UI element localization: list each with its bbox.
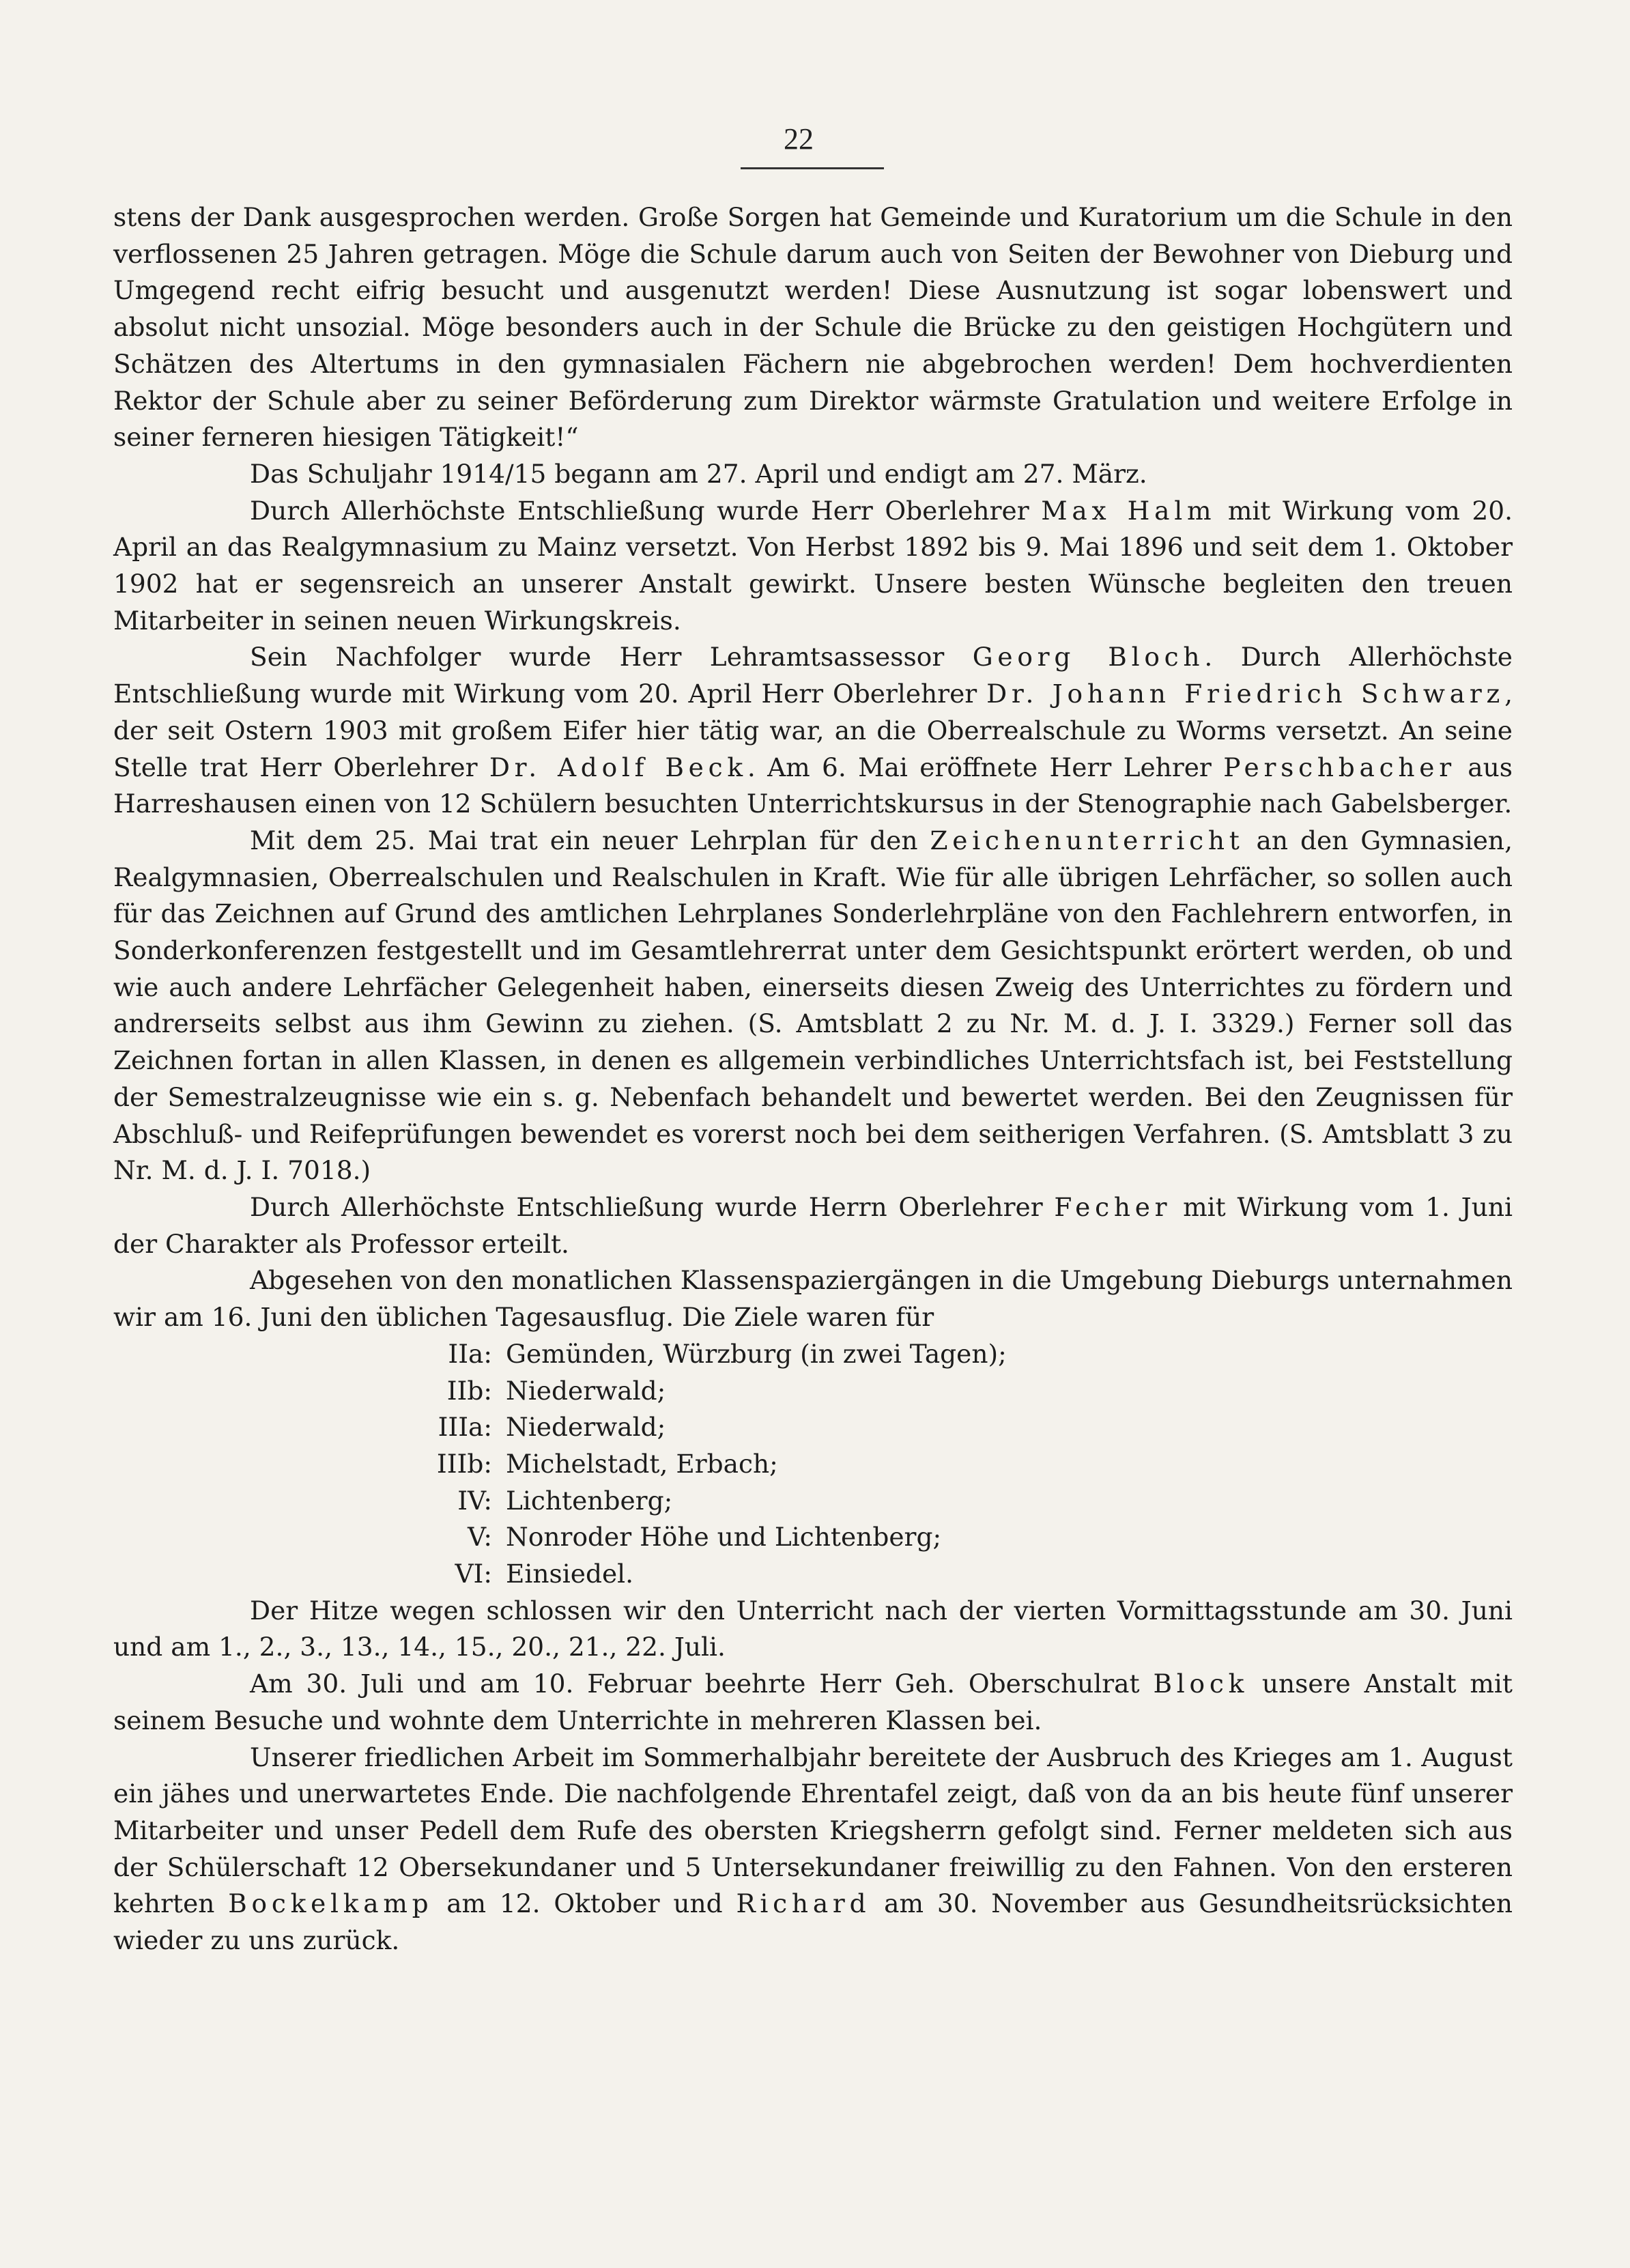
person-name: Richard bbox=[736, 1888, 871, 1919]
paragraph-drawing-curriculum bbox=[113, 823, 1513, 1189]
excursion-item bbox=[113, 1519, 1513, 1556]
text-segment: Unserer friedlichen Arbeit im Sommerhalbjahr bereitete der Ausbruch des Krieges am 1. August ein jähes und unerwartetes Ende. Die nachfolgende Ehrentafel zeigt, daß von da an bis heute fünf unserer Mitarbeiter und unser Pedell dem Rufe des obersten Kriegsherrn gefolgt sind. Ferner meldeten sich aus der Schülerschaft 12 Obersekundaner und 5 Untersekundaner freiwillig zu den Fahnen. Von den ersteren kehrten bbox=[113, 1742, 1513, 1919]
text-segment: am 12. Oktober und bbox=[433, 1888, 737, 1919]
text-segment: am 30. November aus Gesundheitsrücksichten wieder zu uns zurück. bbox=[113, 1888, 1513, 1956]
text-segment: Durch Allerhöchste Entschließung wurde Herr Oberlehrer bbox=[250, 495, 1042, 526]
paragraph-war-outbreak bbox=[113, 1740, 1513, 1959]
paragraph-closing-speech: stens der Dank ausgesprochen werden. Große Sorgen hat Gemeinde und Kuratorium um die Schule in den verflossenen 25 Jahren getragen. Möge die Schule darum auch von Seiten der Bewohner von Dieburg und Umgegend recht eifrig besucht und ausgenutzt werden! Diese Ausnutzung ist sogar lobenswert und absolut nicht unsozial. Möge besonders auch in der Schule die Brücke zu den geistigen Hochgütern und Schätzen des Altertums in den gymnasialen Fächern nie abgebrochen werden! Dem hochverdienten Rektor der Schule aber zu seiner Beförderung zum Direktor wärmste Gratulation und weitere Erfolge in seiner ferneren hiesigen Tätigkeit!“ bbox=[113, 202, 1513, 453]
excursion-item bbox=[113, 1446, 1513, 1483]
excursion-item bbox=[113, 1409, 1513, 1446]
paragraph-excursions: Abgesehen von den monatlichen Klassenspaziergängen in die Umgebung Dieburgs unternahmen wir am 16. Juni den üblichen Tagesausflug. Die Ziele waren für bbox=[113, 1265, 1513, 1333]
paragraph-staff-changes bbox=[113, 639, 1513, 823]
destination: Lichtenberg; bbox=[506, 1485, 673, 1516]
excursion-list bbox=[113, 1336, 1513, 1593]
text-body bbox=[113, 199, 1513, 1959]
destination: Niederwald; bbox=[506, 1412, 666, 1443]
person-name: Bockelkamp bbox=[228, 1888, 433, 1919]
destination: Gemünden, Würzburg (in zwei Tagen); bbox=[506, 1338, 1007, 1369]
person-name: Perschbacher bbox=[1223, 752, 1456, 782]
paragraph-school-year: Das Schuljahr 1914/15 begann am 27. April und endigt am 27. März. bbox=[250, 458, 1147, 489]
person-name: Max Halm bbox=[1041, 495, 1216, 526]
class-label: VI: bbox=[455, 1559, 492, 1589]
paragraph-heat-closures: Der Hitze wegen schlossen wir den Unterricht nach der vierten Vormittagsstunde am 30. Juni und am 1., 2., 3., 13., 14., 15., 20., 21., 22. Juli. bbox=[113, 1595, 1513, 1662]
class-label: IIIb: bbox=[436, 1448, 492, 1479]
text-segment: aus Harreshausen einen von 12 Schülern besuchten Unterrichtskursus in der Stenographie nach Gabelsberger. bbox=[113, 752, 1513, 819]
text-segment: . Durch Allerhöchste Entschließung wurde mit Wirkung vom 20. April Herr Oberlehrer bbox=[113, 642, 1513, 709]
destination: Nonroder Höhe und Lichtenberg; bbox=[506, 1522, 942, 1553]
text-segment: an den Gymnasien, Realgymnasien, Oberrealschulen und Realschulen in Kraft. Wie für alle übrigen Lehrfächer, so sollen auch für das Zeichnen auf Grund des amtlichen Lehrplanes Sonderlehrpläne von den Fachlehrern entworfen, in Sonderkonferenzen festgestellt und im Gesamtlehrerrat unter dem Gesichtspunkt erörtert werden, ob und wie auch andere Lehrfächer Gelegenheit haben, einerseits diesen Zweig des Unterrichtes zu fördern und andrerseits selbst aus ihm Gewinn zu ziehen. (S. Amtsblatt 2 zu Nr. M. d. J. I. 3329.) Ferner soll das Zeichnen fortan in allen Klassen, in denen es allgemein verbindliches Unterrichtsfach ist, bei Feststellung der Semestralzeugnisse wie ein s. g. Nebenfach behandelt und bewertet werden. Bei den Zeugnissen für Abschluß- und Reifeprüfungen bewendet es vorerst noch bei dem seitherigen Verfahren. (S. Amtsblatt 3 zu Nr. M. d. J. I. 7018.) bbox=[113, 825, 1513, 1186]
class-label: V: bbox=[468, 1522, 492, 1553]
destination: Einsiedel. bbox=[506, 1559, 634, 1589]
text-segment: mit Wirkung vom 20. April an das Realgymnasium zu Mainz versetzt. Von Herbst 1892 bis 9. Mai 1896 und seit dem 1. Oktober 1902 hat er segensreich an unserer Anstalt gewirkt. Unsere besten Wünsche begleiten den treuen Mitarbeiter in seinen neuen Wirkungskreis. bbox=[113, 495, 1513, 636]
page-number: 22 bbox=[784, 122, 814, 156]
text-segment: Am 30. Juli und am 10. Februar beehrte Herr Geh. Oberschulrat bbox=[250, 1669, 1154, 1699]
person-name: Fecher bbox=[1054, 1191, 1172, 1222]
excursion-item bbox=[113, 1336, 1513, 1373]
person-name: Dr. Adolf Beck bbox=[489, 752, 747, 782]
excursion-item bbox=[113, 1373, 1513, 1410]
person-name: Dr. Johann Friedrich Schwarz bbox=[986, 679, 1505, 709]
text-segment: . Am 6. Mai eröffnete Herr Lehrer bbox=[747, 752, 1224, 782]
emphasized-term: Zeichenunterricht bbox=[930, 825, 1244, 855]
text-segment: Mit dem 25. Mai trat ein neuer Lehrplan für den bbox=[250, 825, 930, 855]
class-label: IV: bbox=[457, 1485, 492, 1516]
paragraph-halm-transfer bbox=[113, 493, 1513, 640]
person-name: Georg Bloch bbox=[972, 642, 1205, 672]
paragraph-inspection-visit bbox=[113, 1666, 1513, 1739]
text-segment: Sein Nachfolger wurde Herr Lehramtsassessor bbox=[250, 642, 973, 672]
text-segment: , der seit Ostern 1903 mit großem Eifer hier tätig war, an die Oberrealschule zu Worms versetzt. An seine Stelle trat Herr Oberlehrer bbox=[113, 679, 1513, 782]
person-name: Block bbox=[1153, 1669, 1249, 1699]
text-segment: unsere Anstalt mit seinem Besuche und wohnte dem Unterrichte in mehreren Klassen bei. bbox=[113, 1669, 1513, 1735]
excursion-item bbox=[113, 1483, 1513, 1520]
text-segment: mit Wirkung vom 1. Juni der Charakter als Professor erteilt. bbox=[113, 1191, 1513, 1259]
text-segment: Durch Allerhöchste Entschließung wurde Herrn Oberlehrer bbox=[250, 1191, 1055, 1222]
class-label: IIb: bbox=[446, 1375, 492, 1406]
class-label: IIa: bbox=[448, 1338, 492, 1369]
header-rule bbox=[741, 167, 884, 169]
paragraph-fecher-title bbox=[113, 1189, 1513, 1262]
class-label: IIIa: bbox=[438, 1412, 492, 1443]
destination: Niederwald; bbox=[506, 1375, 666, 1406]
excursion-item bbox=[113, 1556, 1513, 1593]
destination: Michelstadt, Erbach; bbox=[506, 1448, 778, 1479]
